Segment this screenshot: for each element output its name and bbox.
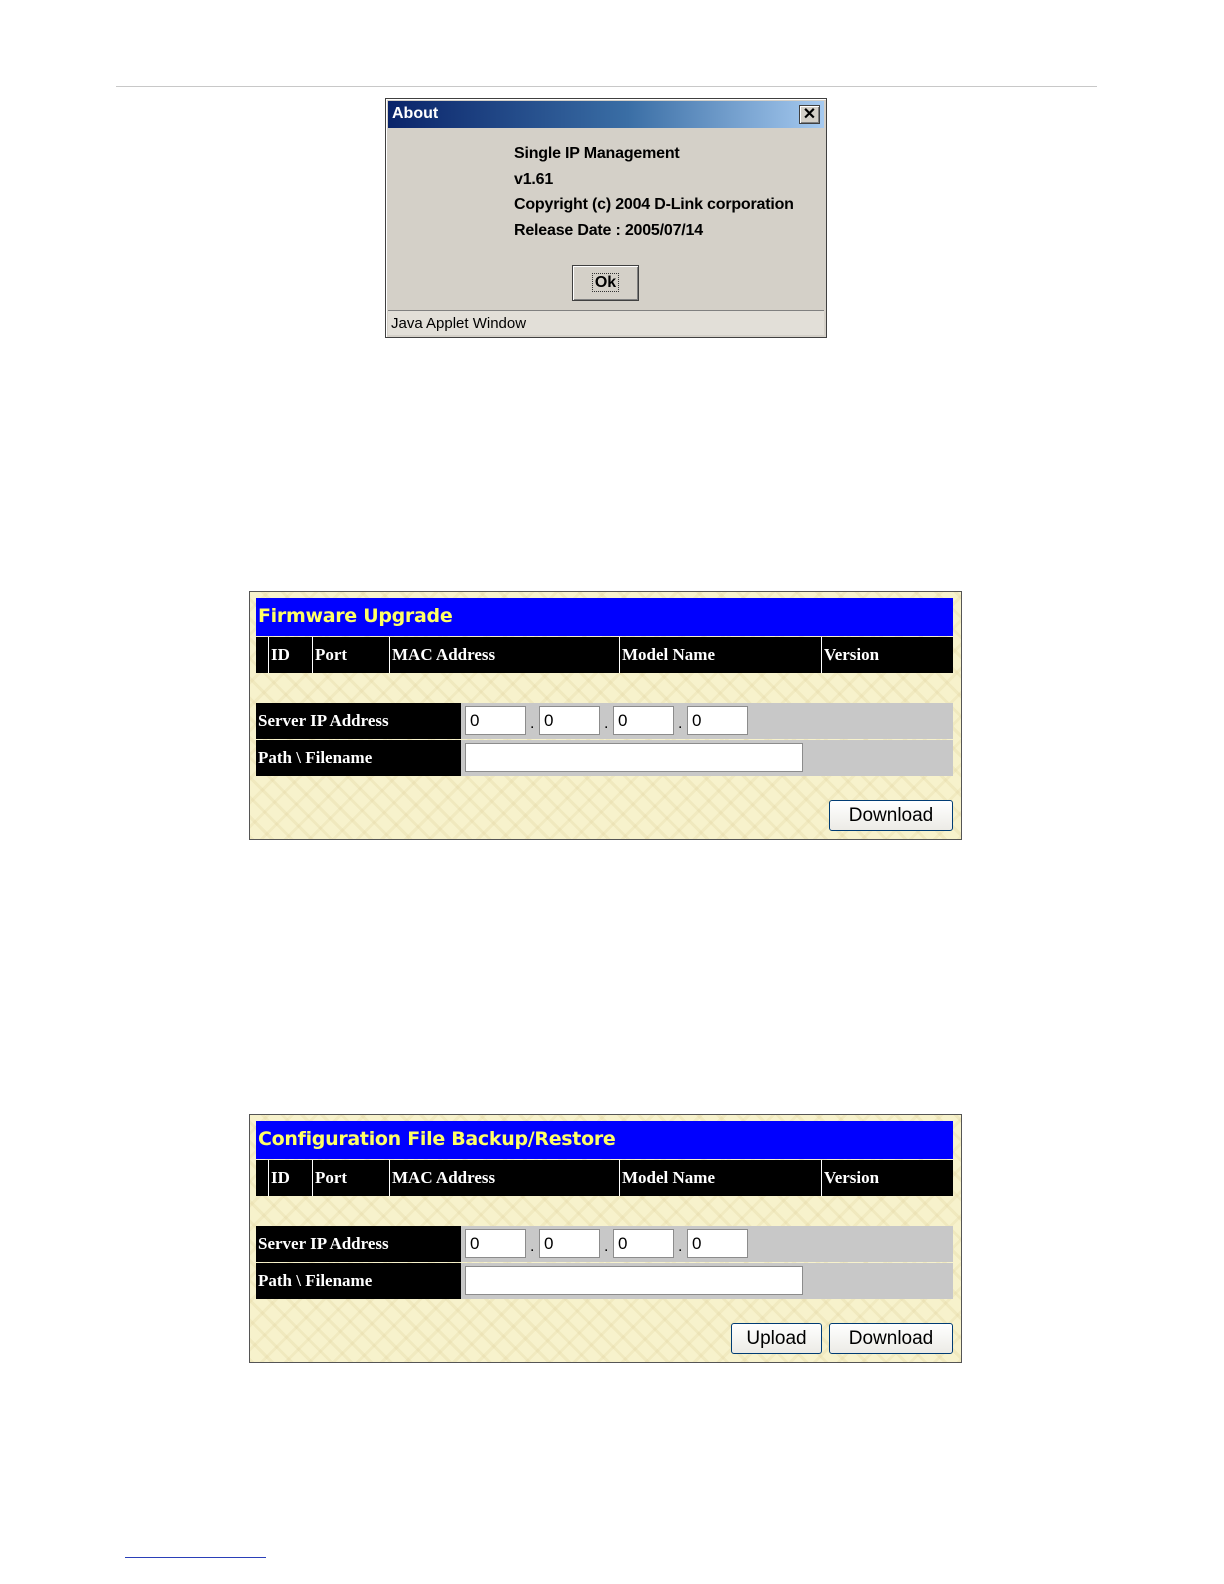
firmware-table-header (256, 637, 953, 673)
ok-button-label: Ok (592, 273, 619, 292)
firmware-upgrade-title-bar (256, 598, 953, 636)
server-ip-octet-4[interactable]: 0 (687, 706, 748, 735)
config-server-ip-row (256, 1226, 953, 1262)
path-filename-label: Path \ Filename (256, 740, 461, 776)
firmware-path-row (256, 740, 953, 776)
about-title: About (392, 105, 439, 122)
firmware-upgrade-panel (249, 591, 962, 840)
config-backup-title-bar (256, 1121, 953, 1159)
column-header-port: Port (312, 637, 389, 673)
server-ip-octet-3[interactable]: 0 (613, 706, 674, 735)
column-header-id: ID (268, 637, 312, 673)
footer-link-underline (125, 1557, 266, 1558)
server-ip-octet-4[interactable]: 0 (687, 1229, 748, 1258)
page-top-rule (116, 86, 1097, 87)
ip-separator: . (530, 715, 535, 732)
server-ip-octet-1[interactable]: 0 (465, 1229, 526, 1258)
ip-separator: . (604, 1238, 609, 1255)
server-ip-octet-2[interactable]: 0 (539, 706, 600, 735)
config-backup-title: Configuration File Backup/Restore (258, 1128, 616, 1150)
column-header-model-name: Model Name (619, 637, 821, 673)
about-copyright: Copyright (c) 2004 D-Link corporation (514, 196, 794, 213)
about-status-bar (388, 310, 824, 335)
upload-button[interactable]: Upload (731, 1323, 822, 1354)
download-button[interactable]: Download (829, 800, 953, 831)
column-header-mac-address: MAC Address (389, 1160, 619, 1196)
server-ip-label: Server IP Address (256, 703, 461, 739)
about-title-bar[interactable] (388, 101, 824, 128)
config-path-row (256, 1263, 953, 1299)
column-header-id: ID (268, 1160, 312, 1196)
path-filename-input[interactable] (465, 743, 803, 772)
about-info (514, 145, 794, 247)
ip-separator: . (530, 1238, 535, 1255)
ip-separator: . (678, 715, 683, 732)
path-filename-input[interactable] (465, 1266, 803, 1295)
server-ip-octet-3[interactable]: 0 (613, 1229, 674, 1258)
column-header-mac-address: MAC Address (389, 637, 619, 673)
server-ip-octet-1[interactable]: 0 (465, 706, 526, 735)
ip-separator: . (604, 715, 609, 732)
column-header-model-name: Model Name (619, 1160, 821, 1196)
about-status-text: Java Applet Window (391, 315, 527, 332)
close-icon[interactable]: ✕ (799, 105, 820, 124)
column-header-version: Version (821, 637, 953, 673)
path-filename-label: Path \ Filename (256, 1263, 461, 1299)
server-ip-octet-2[interactable]: 0 (539, 1229, 600, 1258)
about-product-name: Single IP Management (514, 145, 680, 162)
download-button[interactable]: Download (829, 1323, 953, 1354)
ip-separator: . (678, 1238, 683, 1255)
about-version: v1.61 (514, 170, 554, 188)
column-header-port: Port (312, 1160, 389, 1196)
server-ip-label: Server IP Address (256, 1226, 461, 1262)
firmware-server-ip-row (256, 703, 953, 739)
ok-button[interactable] (572, 265, 639, 301)
column-header-version: Version (821, 1160, 953, 1196)
about-dialog (385, 98, 827, 338)
firmware-upgrade-title: Firmware Upgrade (258, 605, 453, 627)
config-table-header (256, 1160, 953, 1196)
config-backup-panel (249, 1114, 962, 1363)
about-release-date: Release Date : 2005/07/14 (514, 221, 703, 239)
